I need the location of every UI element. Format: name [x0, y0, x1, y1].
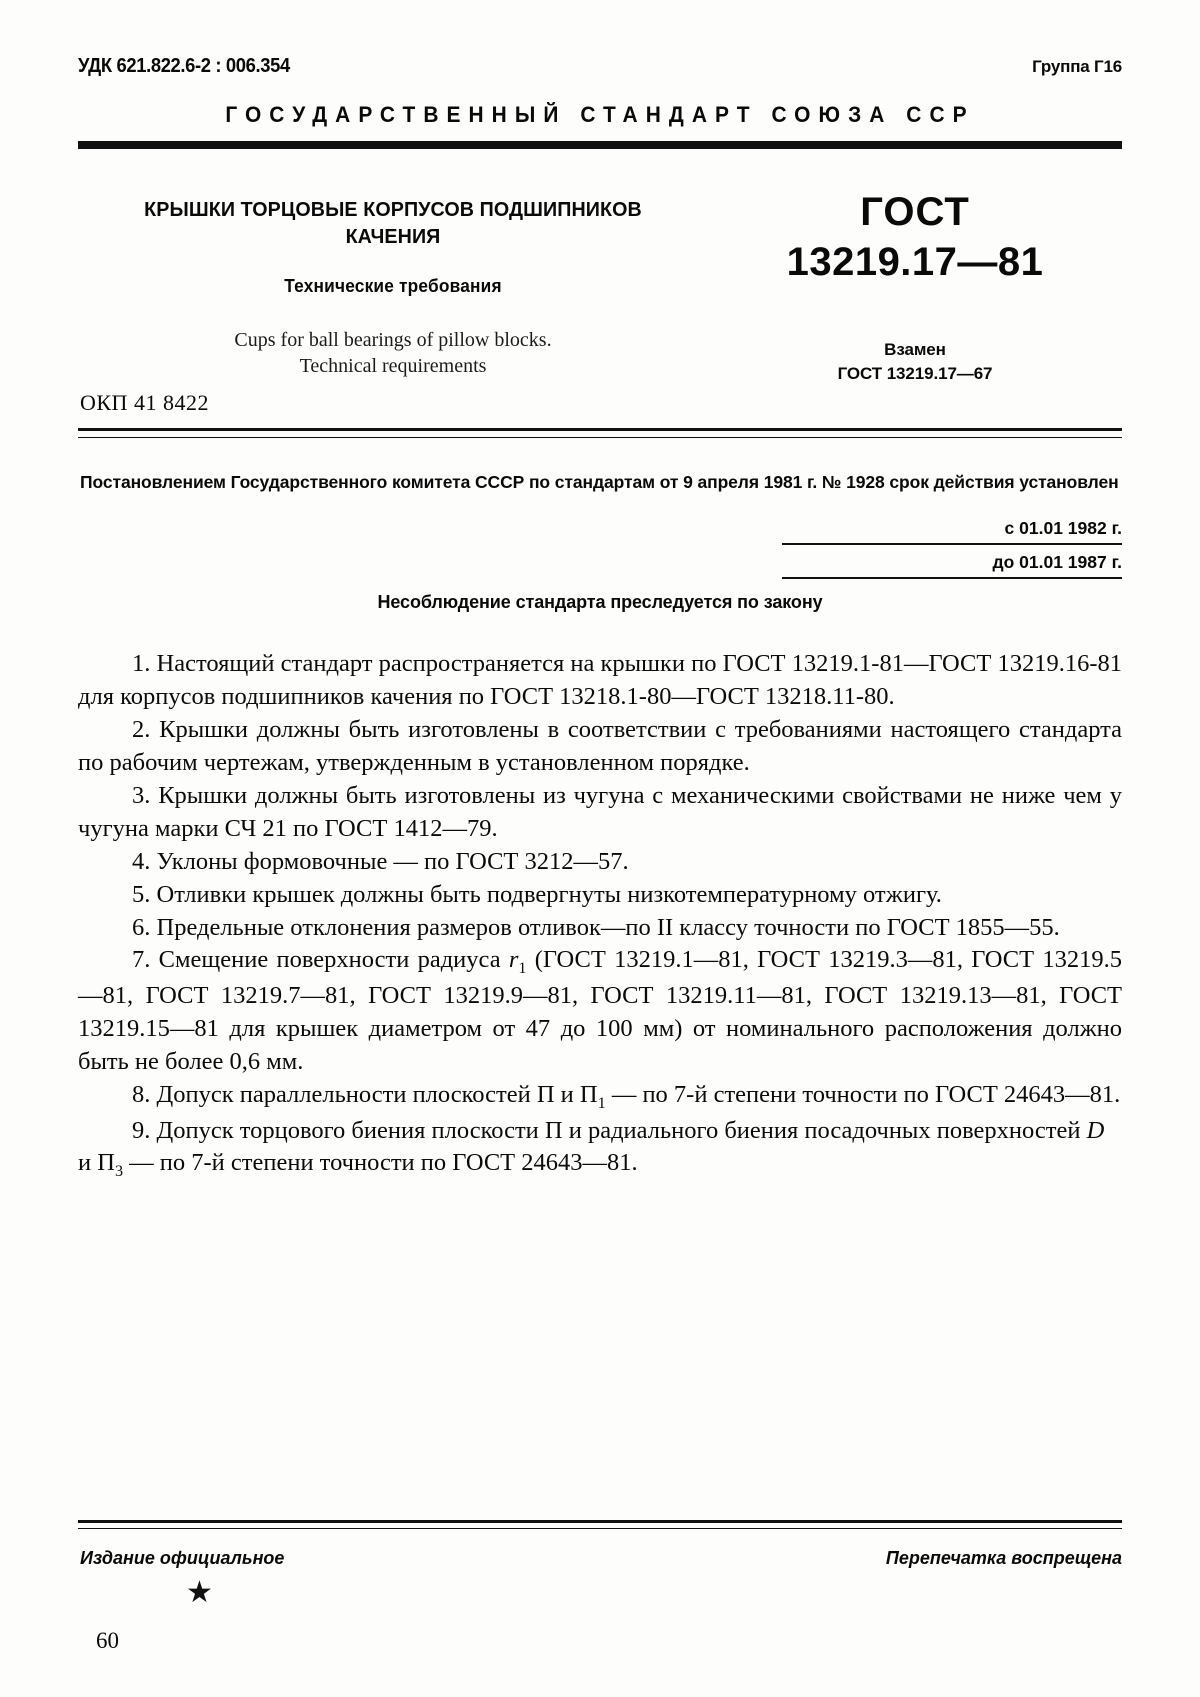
clause-7-symbol: r [508, 946, 519, 974]
state-standard-banner: ГОСУДАРСТВЕННЫЙ СТАНДАРТ СОЮЗА ССР [225, 102, 975, 127]
replaces-label: Взамен [884, 339, 946, 359]
group-code: Группа Г16 [1032, 57, 1122, 76]
gost-word: ГОСТ [860, 190, 970, 234]
clause-8-subscript: 1 [597, 1094, 606, 1112]
valid-from: с 01.01 1982 г. [782, 518, 1122, 545]
clause-6: 6. Предельные отклонения размеров отливок—по II классу точности по ГОСТ 1855—55. [132, 913, 1060, 941]
okp-code: ОКП 41 8422 [80, 390, 209, 415]
clause-8 [78, 1079, 1122, 1115]
footer-rule [78, 1520, 1122, 1529]
clause-8-part1: 8. Допуск параллельности плоскостей П и П [132, 1080, 598, 1108]
clause-3: 3. Крышки должны быть изготовлены из чугуна с механическими свойствами не ниже чем у чугуна марки СЧ 21 по ГОСТ 1412—79. [78, 781, 1122, 842]
document-title-en [78, 327, 708, 379]
footer-left-note: Издание официальное [80, 1548, 285, 1568]
udk-code: УДК 621.822.6-2 : 006.354 [78, 55, 290, 77]
document-title-en-line2: Technical requirements [299, 355, 487, 378]
star-icon: ★ [186, 1576, 213, 1609]
valid-to: до 01.01 1987 г. [782, 552, 1122, 579]
compliance-warning: Несоблюдение стандарта преследуется по закону [377, 592, 823, 612]
clause-5: 5. Отливки крышек должны быть подвергнуты низкотемпературному отжигу. [132, 880, 942, 908]
document-subtitle-ru: Технические требования [284, 276, 502, 297]
document-title-en-line1: Cups for ball bearings of pillow blocks. [234, 329, 552, 352]
clause-4: 4. Уклоны формовочные — по ГОСТ 3212—57. [132, 847, 629, 875]
page-number: 60 [96, 1628, 119, 1653]
title-block-rule [78, 428, 1122, 438]
title-left-column [78, 188, 708, 386]
clause-7-prefix: 7. Смещение поверхности радиуса [132, 946, 509, 974]
clause-9-part2: и П [78, 1149, 115, 1177]
clause-9-subscript: 3 [114, 1163, 124, 1181]
gost-number: 13219.17—81 [786, 239, 1044, 284]
header-rule-thick [78, 141, 1122, 149]
clauses-body [78, 648, 1122, 1183]
clause-9-symbol-d: D [1086, 1116, 1105, 1144]
clause-9-part3: — по 7-й степени точности по ГОСТ 24643—81. [123, 1149, 638, 1177]
header-line [78, 55, 1122, 78]
footer [80, 1548, 1122, 1569]
clause-2: 2. Крышки должны быть изготовлены в соответствии с требованиями настоящего стандарта по рабочим чертежам, утвержденным в установленном порядке. [78, 715, 1122, 776]
clause-7 [78, 944, 1122, 1078]
clause-8-part2: — по 7-й степени точности по ГОСТ 24643—81. [605, 1080, 1121, 1108]
clause-9-part1: 9. Допуск торцового биения плоскости П и радиального биения посадочных поверхностей [132, 1116, 1087, 1144]
title-right-column [708, 188, 1122, 386]
footer-right-note: Перепечатка воспрещена [885, 1548, 1122, 1568]
validity-block [782, 518, 1122, 579]
document-title-ru: КРЫШКИ ТОРЦОВЫЕ КОРПУСОВ ПОДШИПНИКОВ КАЧЕНИЯ [144, 198, 642, 249]
replaces-value: ГОСТ 13219.17—67 [837, 363, 993, 383]
clause-7-symbol-subscript: 1 [518, 960, 527, 978]
clause-9 [78, 1115, 1122, 1184]
title-block [78, 188, 1122, 386]
decree-text: Постановлением Государственного комитета СССР по стандартам от 9 апреля 1981 г. № 1928 срок действия установлен [80, 472, 1119, 492]
replaces-block [708, 338, 1122, 386]
clause-1: 1. Настоящий стандарт распространяется на крышки по ГОСТ 13219.1-81—ГОСТ 13219.16-81 для корпусов подшипников качения по ГОСТ 13218.1-80—ГОСТ 13218.11-80. [78, 650, 1122, 710]
clause-7-rest: (ГОСТ 13219.1—81, ГОСТ 13219.3—81, ГОСТ 13219.5—81, ГОСТ 13219.7—81, ГОСТ 13219.9—81, ГОСТ 13219.11—81, ГОСТ 13219.13—81, ГОСТ 13219.15—81 для крышек диаметром от 47 до 100 мм) от номинального расположения должно быть не более 0,6 мм. [78, 946, 1123, 1075]
